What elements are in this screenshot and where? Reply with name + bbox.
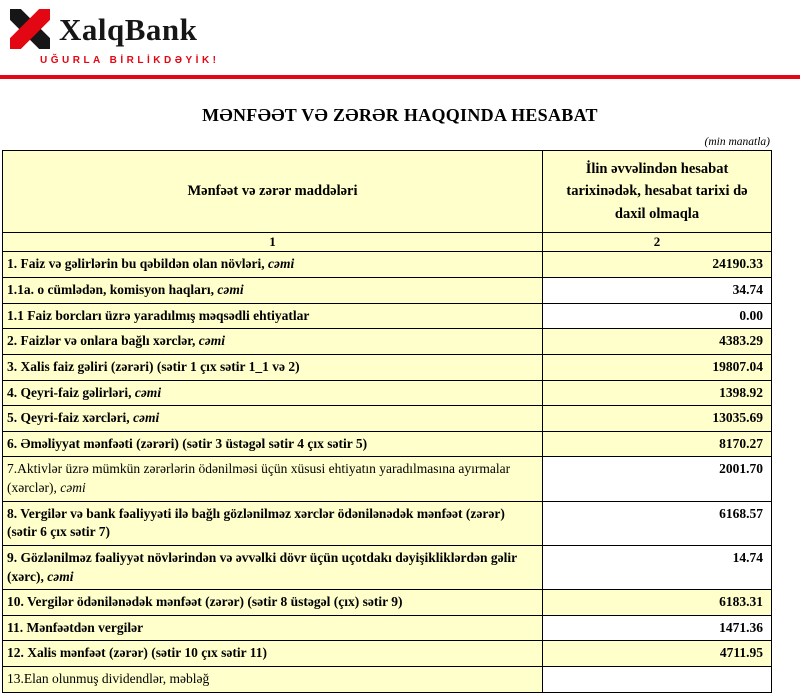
row-value: 4711.95 [543, 641, 772, 667]
table-row [3, 501, 772, 545]
row-label: 1. Faiz və gəlirlərin bu qəbildən olan növləri, cəmi [3, 252, 543, 278]
row-label: 12. Xalis mənfəət (zərər) (sətir 10 çıx sətir 11) [3, 641, 543, 667]
row-value: 4383.29 [543, 329, 772, 355]
row-value: 1471.36 [543, 615, 772, 641]
report-title: MƏNFƏƏT VƏ ZƏRƏR HAQQINDA HESABAT [202, 105, 598, 125]
brand-name: XalqBank [59, 11, 198, 47]
column-index-1: 1 [3, 233, 543, 252]
row-label: 11. Mənfəətdən vergilər [3, 615, 543, 641]
row-label: 1.1 Faiz borcları üzrə yaradılmış məqsədli ehtiyatlar [3, 303, 543, 329]
row-label: 7.Aktivlər üzrə mümkün zərərlərin ödənilməsi üçün xüsusi ehtiyatın yaradılmasına ayırmalar (xərclər), cəmi [3, 457, 543, 501]
report-content [2, 136, 772, 693]
table-row [3, 380, 772, 406]
row-value: 14.74 [543, 545, 772, 589]
table-row [3, 545, 772, 589]
table-row [3, 252, 772, 278]
row-value: 24190.33 [543, 252, 772, 278]
table-row [3, 457, 772, 501]
table-row [3, 278, 772, 304]
xalqbank-logo-icon [10, 9, 50, 49]
table-row [3, 303, 772, 329]
table-row [3, 406, 772, 432]
row-value: 2001.70 [543, 457, 772, 501]
table-header-row [3, 151, 772, 233]
row-label: 6. Əməliyyat mənfəəti (zərəri) (sətir 3 üstəgəl sətir 4 çıx sətir 5) [3, 431, 543, 457]
row-label: 1.1a. o cümlədən, komisyon haqları, cəmi [3, 278, 543, 304]
column-index-row [3, 233, 772, 252]
row-value: 19807.04 [543, 354, 772, 380]
row-label: 9. Gözlənilməz fəaliyyət növlərindən və əvvəlki dövr üçün uçotdakı dəyişikliklərdən gəlir (xərc), cəmi [3, 545, 543, 589]
row-value: 0.00 [543, 303, 772, 329]
brand-tagline: UĞURLA BİRLİKDƏYİK! [40, 55, 220, 66]
brand-block [10, 9, 800, 49]
row-label: 4. Qeyri-faiz gəlirləri, cəmi [3, 380, 543, 406]
profit-loss-table [2, 150, 772, 693]
row-label: 10. Vergilər ödənilənədək mənfəət (zərər) (sətir 8 üstəgəl (çıx) sətir 9) [3, 590, 543, 616]
column-header-items: Mənfəət və zərər maddələri [3, 151, 543, 233]
column-index-2: 2 [543, 233, 772, 252]
header-divider [0, 75, 800, 79]
row-value: 8170.27 [543, 431, 772, 457]
row-label: 2. Faizlər və onlara bağlı xərclər, cəmi [3, 329, 543, 355]
report-body [0, 105, 800, 693]
row-value: 6168.57 [543, 501, 772, 545]
row-value [543, 667, 772, 693]
row-value: 13035.69 [543, 406, 772, 432]
row-value: 6183.31 [543, 590, 772, 616]
table-row [3, 667, 772, 693]
table-row [3, 431, 772, 457]
table-row [3, 354, 772, 380]
row-label: 13.Elan olunmuş dividendlər, məbləğ [3, 667, 543, 693]
unit-note: (min manatla) [704, 136, 770, 148]
table-row [3, 615, 772, 641]
table-row [3, 590, 772, 616]
table-row [3, 329, 772, 355]
row-label: 5. Qeyri-faiz xərcləri, cəmi [3, 406, 543, 432]
page-header [0, 0, 800, 66]
column-header-period: İlin əvvəlindən hesabat tarixinədək, hesabat tarixi də daxil olmaqla [543, 151, 772, 233]
row-label: 8. Vergilər və bank fəaliyyəti ilə bağlı gözlənilməz xərclər ödənilənədək mənfəət (zərər) (sətir 6 çıx sətir 7) [3, 501, 543, 545]
row-value: 34.74 [543, 278, 772, 304]
row-label: 3. Xalis faiz gəliri (zərəri) (sətir 1 çıx sətir 1_1 və 2) [3, 354, 543, 380]
row-value: 1398.92 [543, 380, 772, 406]
